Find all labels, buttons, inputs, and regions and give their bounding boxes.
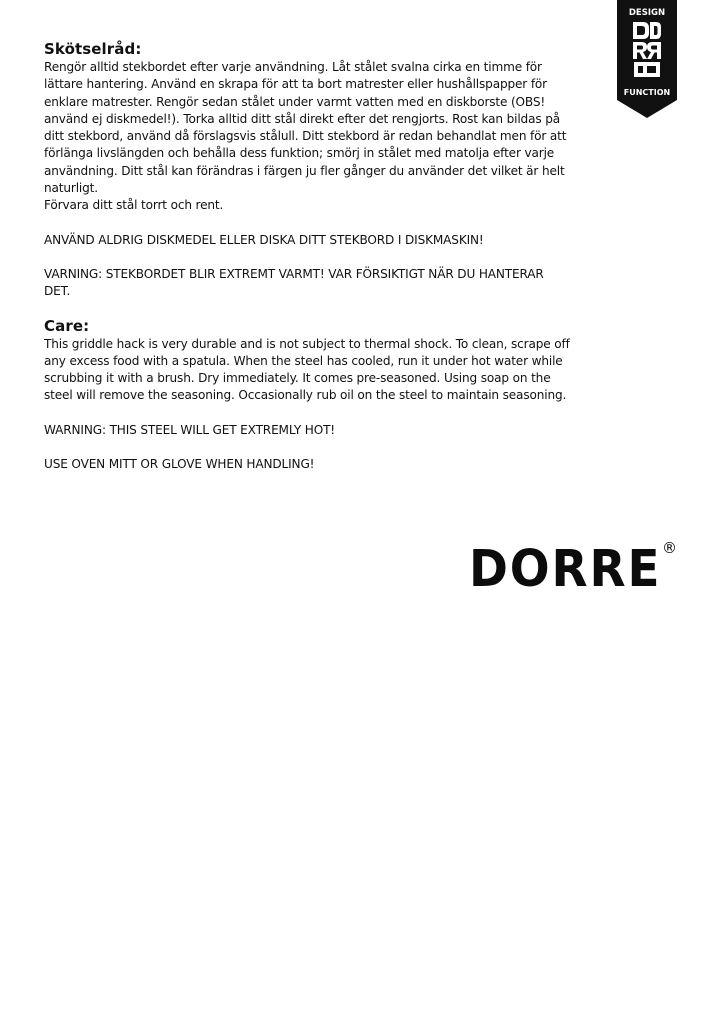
swedish-line: använd ej diskmedel!). Torka alltid ditt stål direkt efter det rengjorts. Rost kan bildas på <box>44 111 560 126</box>
swedish-line: enklare matrester. Rengör sedan stålet under varmt vatten med en diskborste (OBS! <box>44 94 546 109</box>
swedish-dishwasher-warning: ANVÄND ALDRIG DISKMEDEL ELLER DISKA DITT STEKBORD I DISKMASKIN! <box>44 232 484 247</box>
swedish-line: naturligt. <box>44 180 98 195</box>
swedish-line: Förvara ditt stål torrt och rent. <box>44 198 224 212</box>
brand-badge-graphic <box>617 0 677 118</box>
swedish-line: Rengör alltid stekbordet efter varje användning. Låt stålet svalna cirka en timme för <box>44 60 542 74</box>
dorre-logo <box>469 540 678 600</box>
english-line: steel will remove the seasoning. Occasionally rub oil on the steel to maintain seasoning. <box>44 388 567 403</box>
badge-bottom-text: FUNCTION <box>623 88 671 97</box>
english-line: any excess food with a spatula. When the steel has cooled, run it under hot water while <box>44 353 563 368</box>
swedish-heading: Skötselråd: <box>44 40 142 58</box>
swedish-line: ditt stekbord, använd då förslagsvis stålull. Ditt stekbord är redan behandlat men för att <box>44 129 567 143</box>
swedish-line: lättare hantering. Använd en skrapa för att ta bort matrester eller hushållspapper för <box>44 77 547 92</box>
swedish-line: förlänga livslängden och behålla dess funktion; smörj in stålet med matolja efter varje <box>44 146 555 161</box>
swedish-line: användning. Ditt stål kan förändras i färgen ju fler gånger du använder det vilket är helt <box>44 163 565 178</box>
swedish-hot-warning-line: VARNING: STEKBORDET BLIR EXTREMT VARMT! VAR FÖRSIKTIGT NÄR DU HANTERAR <box>44 267 544 281</box>
brand-badge <box>617 0 677 118</box>
badge-top-text: DESIGN <box>628 8 666 18</box>
english-line: This griddle hack is very durable and is not subject to thermal shock. To clean, scrape off <box>44 336 570 351</box>
english-heading: Care: <box>44 316 90 335</box>
care-instructions <box>44 40 624 474</box>
english-line: scrubbing it with a brush. Dry immediately. It comes pre-seasoned. Using soap on the <box>44 371 551 385</box>
english-hot-warning: WARNING: THIS STEEL WILL GET EXTREMLY HOT! <box>44 422 335 437</box>
english-mitt-warning: USE OVEN MITT OR GLOVE WHEN HANDLING! <box>44 457 315 472</box>
registered-mark: ® <box>662 539 677 557</box>
logo-wordmark: DORRE <box>469 540 662 599</box>
swedish-hot-warning-line: DET. <box>44 284 71 299</box>
